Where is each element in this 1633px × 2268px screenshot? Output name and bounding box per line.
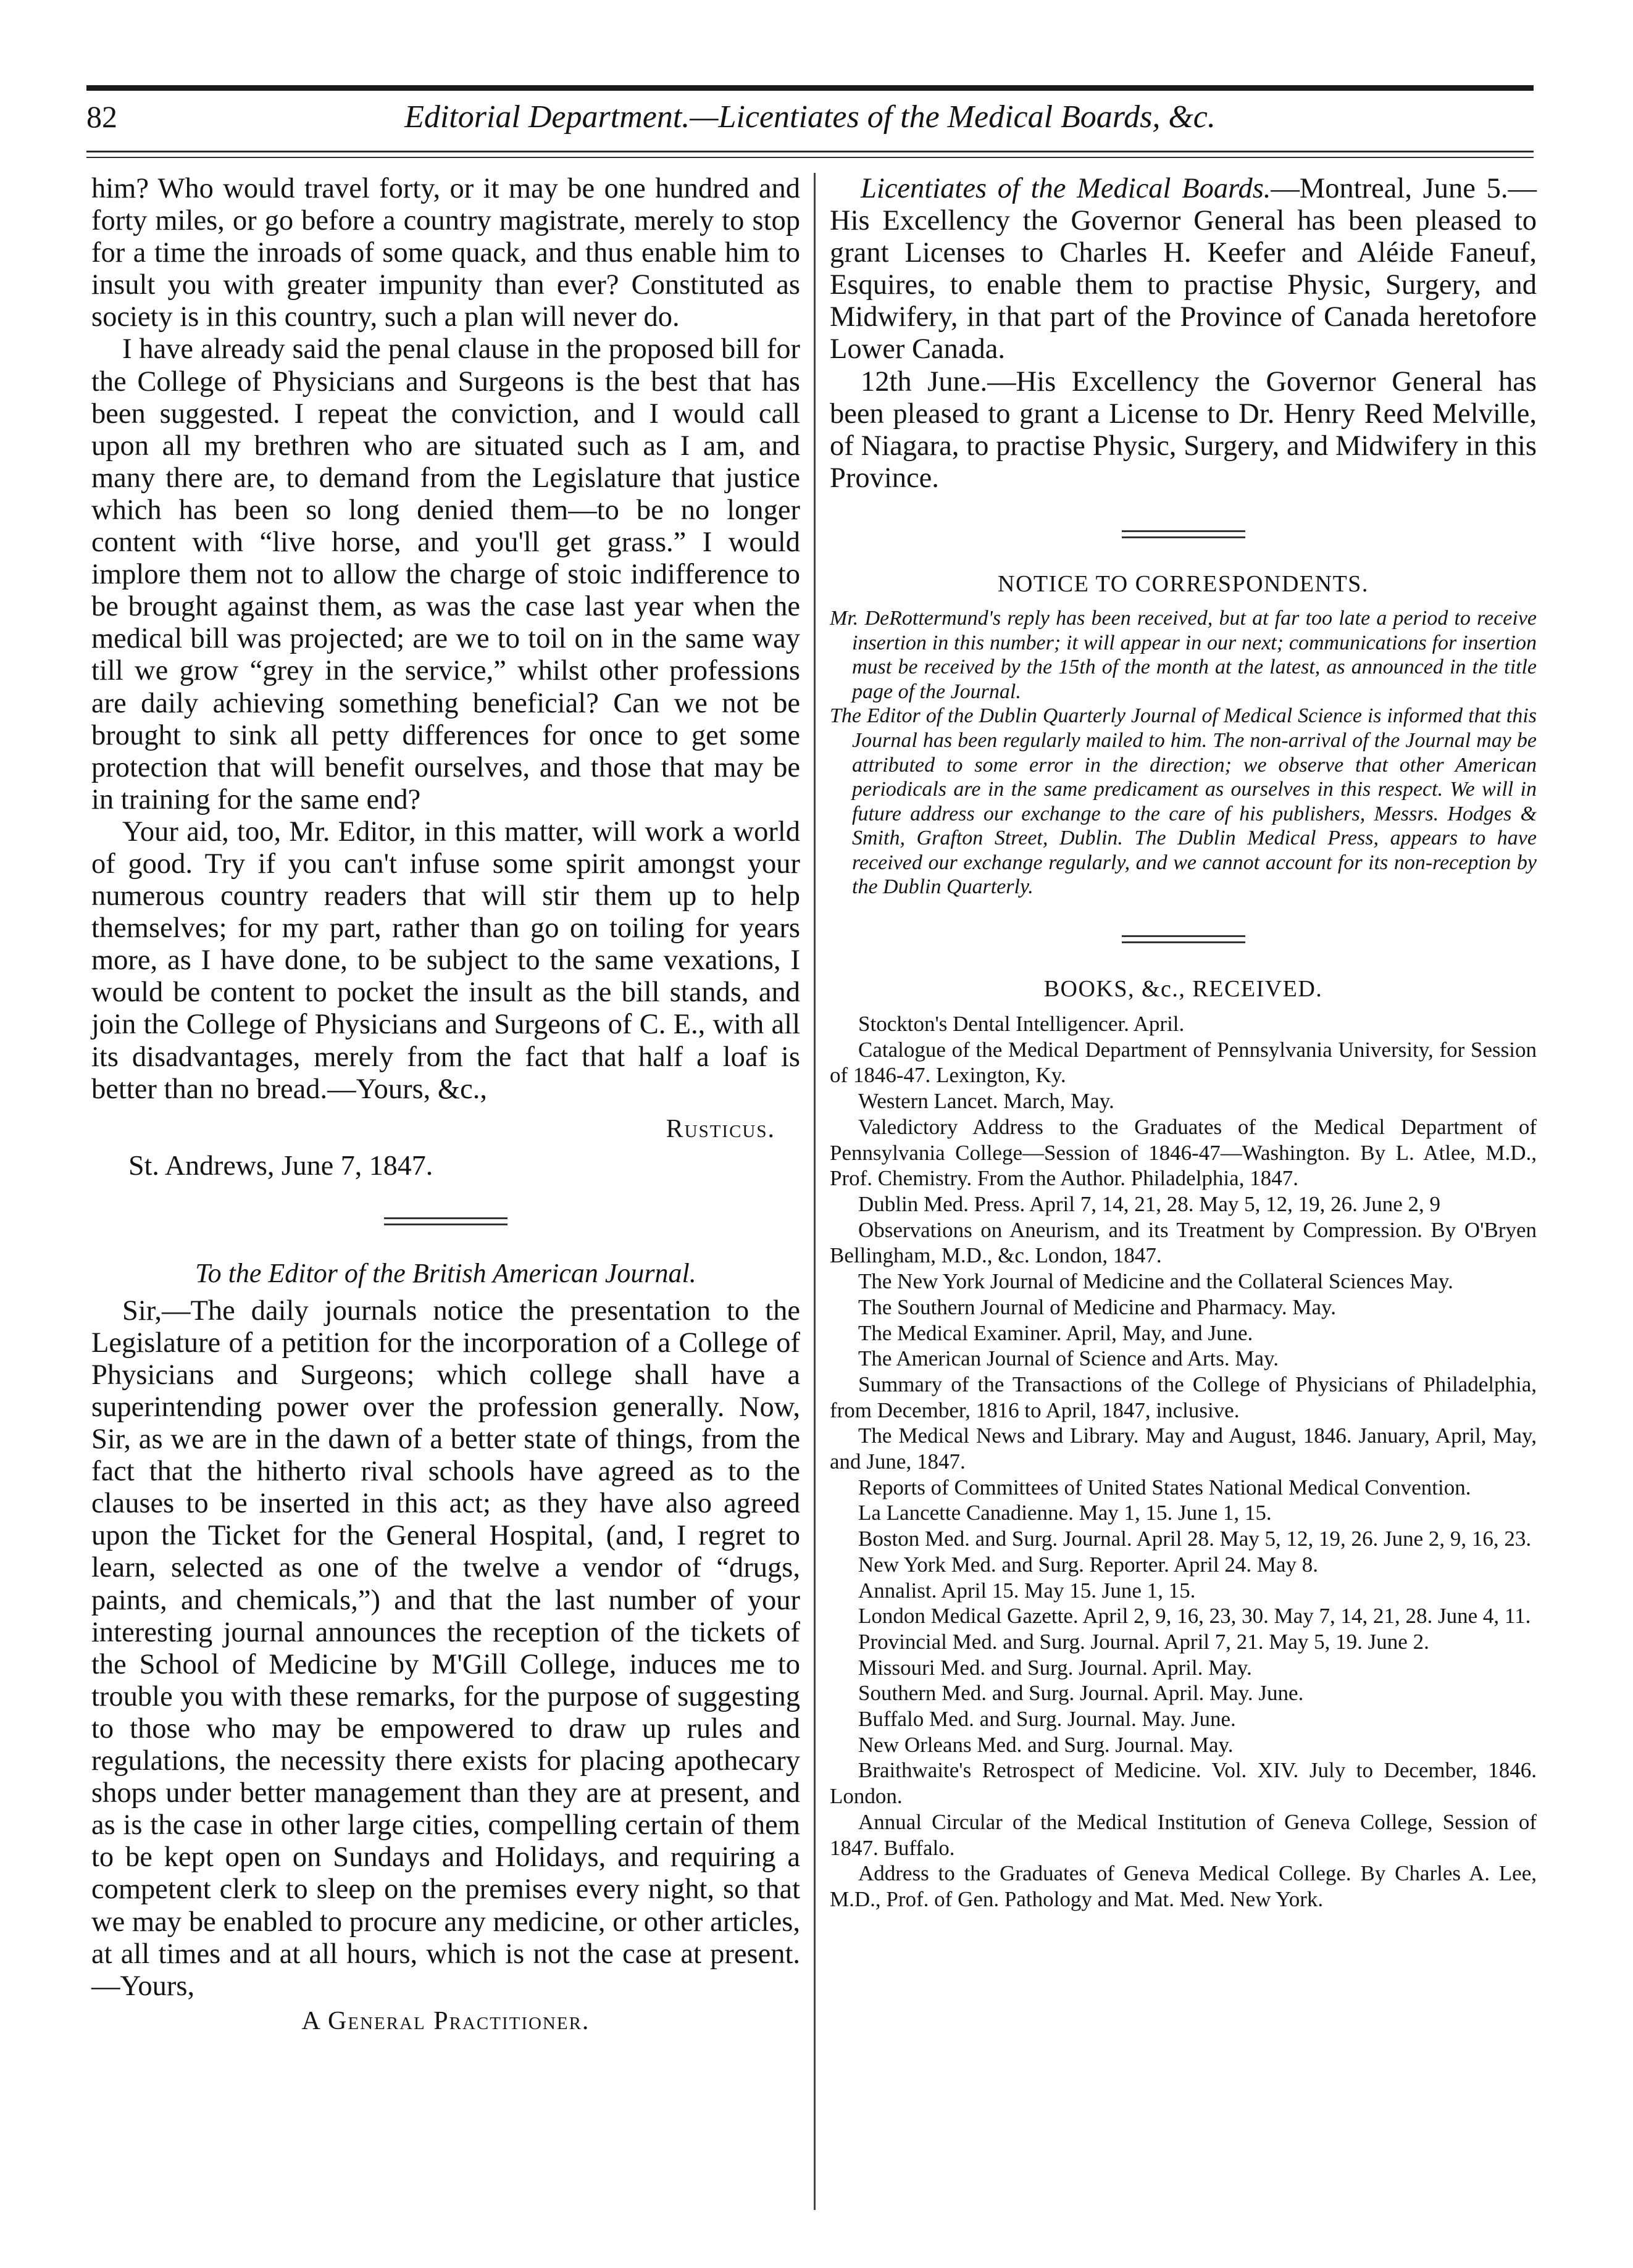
book-item: Boston Med. and Surg. Journal. April 28. May 5, 12, 19, 26. June 2, 9, 16, 23. xyxy=(858,1527,1532,1551)
signature: A General Practitioner. xyxy=(301,2006,590,2035)
licentiates-paragraph: 12th June.—His Excellency the Governor General has been pleased to grant a License to Dr. Henry Reed Melville, of Niagara, to practise Physic, Surgery, and Midwifery in this Province. xyxy=(830,365,1537,494)
licentiates-title: Licentiates of the Medical Boards. xyxy=(861,173,1271,204)
book-item: London Medical Gazette. April 2, 9, 16, 23, 30. May 7, 14, 21, 28. June 4, 11. xyxy=(858,1604,1531,1628)
column-divider xyxy=(814,173,816,2210)
book-item: Summary of the Transactions of the College of Physicians of Philadelphia, from December, 1816 to April, 1847, inclusive. xyxy=(830,1372,1537,1422)
book-item: Address to the Graduates of Geneva Medical College. By Charles A. Lee, M.D., Prof. of Gen. Pathology and Mat. Med. New York. xyxy=(830,1861,1537,1911)
header-rule xyxy=(86,151,1534,152)
notice-list xyxy=(830,606,1537,899)
letter-paragraph: Sir,—The daily journals notice the presentation to the Legislature of a petition for the incorporation of a College of Physicians and Surgeons; which college shall have a superintending power over the profession generally. Now, Sir, as we are in the dawn of a better state of things, from the fact that the hitherto rival schools have agreed as to the clauses to be inserted in this act; as they have also agreed upon the Ticket for the General Hospital, (and, I regret to learn, selected as one of the twelve a vendor of “drugs, paints, and chemicals,”) and that the last number of your interesting journal announces the reception of the tickets of the School of Medicine by M'Gill College, induces me to trouble you with these remarks, for the purpose of suggesting to those who may be empowered to draw up rules and regulations, the necessity there exists for placing apothecary shops under better management than they are at present, and as is the case in other large cities, compelling certain of them to be kept open on Sundays and Holidays, and requiring a competent clerk to sleep on the premises every night, so that we may be enabled to procure any medicine, or other articles, at all times and at all hours, which is not the case at present.—Yours, xyxy=(91,1295,800,2002)
licentiates-text: —Montreal, June 5.—His Excellency the Governor General has been pleased to grant Licenses to Charles H. Keefer and Aléide Faneuf, Esquires, to enable them to practise Physic, Surgery, and Midwifery, in that part of the Province of Canada heretofore Lower Canada. xyxy=(830,173,1537,365)
notice-item: The Editor of the Dublin Quarterly Journal of Medical Science is informed that this Journal has been regularly mailed to him. The non-arrival of the Journal may be attributed to some error in the direction; we observe that other American periodicals are in the same predicament as ourselves in this respect. We will in future address our exchange to the care of his publishers, Messrs. Hodges & Smith, Grafton Street, Dublin. The Dublin Medical Press, appears to have received our exchange regularly, and we cannot account for its non-reception by the Dublin Quarterly. xyxy=(830,704,1537,899)
notice-item: Mr. DeRottermund's reply has been received, but at far too late a period to receive insertion in this number; it will appear in our next; communications for insertion must be received by the 15th of the month at the latest, as announced in the title page of the Journal. xyxy=(830,606,1537,703)
book-item: Provincial Med. and Surg. Journal. April 7, 21. May 5, 19. June 2. xyxy=(858,1629,1429,1654)
book-item: Valedictory Address to the Graduates of the Medical Department of Pennsylvania College—Session of 1846-47—Washington. By L. Atlee, M.D., Prof. Chemistry. From the Author. Philadelphia, 1847. xyxy=(830,1114,1537,1191)
book-item: New Orleans Med. and Surg. Journal. May. xyxy=(858,1732,1234,1757)
book-item: The New York Journal of Medicine and the Collateral Sciences May. xyxy=(858,1269,1453,1294)
running-title: Editorial Department.—Licentiates of the Medical Boards, &c. xyxy=(404,99,1216,135)
book-item: The Medical Examiner. April, May, and June. xyxy=(858,1320,1253,1345)
letter-heading: To the Editor of the British American Journal. xyxy=(195,1257,696,1288)
top-thick-rule xyxy=(86,85,1534,91)
book-item: Annalist. April 15. May 15. June 1, 15. xyxy=(858,1578,1196,1603)
letter-paragraph: Your aid, too, Mr. Editor, in this matter, will work a world of good. Try if you can't infuse some spirit amongst your numerous country readers that will stir them up to help themselves; for my part, rather than go on toiling for years more, as I have done, to be subject to the same vexations, I would be content to pocket the insult as the bill stands, and join the College of Physicians and Surgeons of C. E., with all its disadvantages, merely from the fact that half a loaf is better than no bread.—Yours, &c., xyxy=(91,815,800,1105)
book-item: Stockton's Dental Intelligencer. April. xyxy=(858,1012,1185,1036)
book-item: Western Lancet. March, May. xyxy=(858,1089,1114,1114)
book-item: Dublin Med. Press. April 7, 14, 21, 28. May 5, 12, 19, 26. June 2, 9 xyxy=(858,1191,1441,1216)
book-item: Observations on Aneurism, and its Treatment by Compression. By O'Bryen Bellingham, M.D., &c. London, 1847. xyxy=(830,1217,1537,1268)
book-item: Annual Circular of the Medical Institution of Geneva College, Session of 1847. Buffalo. xyxy=(830,1809,1537,1860)
book-item: Catalogue of the Medical Department of Pennsylvania University, for Session of 1846-47. Lexington, Ky. xyxy=(830,1037,1537,1088)
book-item: Buffalo Med. and Surg. Journal. May. June. xyxy=(858,1707,1236,1732)
signature: Rusticus. xyxy=(666,1114,775,1143)
books-heading: BOOKS, &c., RECEIVED. xyxy=(1043,976,1323,1003)
books-list xyxy=(830,1011,1537,1912)
book-item: La Lancette Canadienne. May 1, 15. June 1, 15. xyxy=(858,1501,1272,1525)
letter-paragraph: I have already said the penal clause in the proposed bill for the College of Physicians and Surgeons is the best that has been suggested. I repeat the conviction, and I would call upon all my brethren who are situated such as I am, and many there are, to demand from the Legislature that justice which has been so long denied them—to be no longer content with “live horse, and you'll get grass.” I would implore them not to allow the charge of stoic indifference to be brought against them, as was the case last year when the medical bill was projected; are we to toil on in the same way till we grow “grey in the service,” whilst other professions are daily achieving something beneficial? Can we not be brought to sink all petty differences for once to get some protection that will benefit ourselves, and those that may be in training for the same end? xyxy=(91,333,800,815)
notice-heading: NOTICE TO CORRESPONDENTS. xyxy=(998,570,1369,597)
dateline: St. Andrews, June 7, 1847. xyxy=(128,1149,433,1181)
book-item: New York Med. and Surg. Reporter. April 24. May 8. xyxy=(858,1552,1319,1577)
book-item: Missouri Med. and Surg. Journal. April. May. xyxy=(858,1655,1252,1680)
letter-paragraph: him? Who would travel forty, or it may be one hundred and forty miles, or go before a country magistrate, merely to stop for a time the inroads of some quack, and thus enable him to insult you with greater impunity than ever? Constituted as society is in this country, such a plan will never do. xyxy=(91,173,800,333)
page-number: 82 xyxy=(86,99,117,134)
licentiates-paragraph xyxy=(830,173,1537,366)
page-header xyxy=(86,99,1534,148)
book-item: The American Journal of Science and Arts. May. xyxy=(858,1346,1279,1371)
book-item: The Medical News and Library. May and August, 1846. January, April, May, and June, 1847. xyxy=(830,1424,1537,1474)
header-rule-thin xyxy=(86,157,1534,158)
book-item: Braithwaite's Retrospect of Medicine. Vol. XIV. July to December, 1846. London. xyxy=(830,1758,1537,1809)
left-column xyxy=(91,173,800,2036)
right-column xyxy=(830,173,1537,1912)
section-divider xyxy=(1122,935,1245,943)
book-item: The Southern Journal of Medicine and Pharmacy. May. xyxy=(858,1295,1336,1319)
section-divider xyxy=(1122,530,1245,538)
book-item: Southern Med. and Surg. Journal. April. May. June. xyxy=(858,1681,1304,1706)
book-item: Reports of Committees of United States National Medical Convention. xyxy=(858,1475,1471,1499)
section-divider xyxy=(384,1217,507,1225)
